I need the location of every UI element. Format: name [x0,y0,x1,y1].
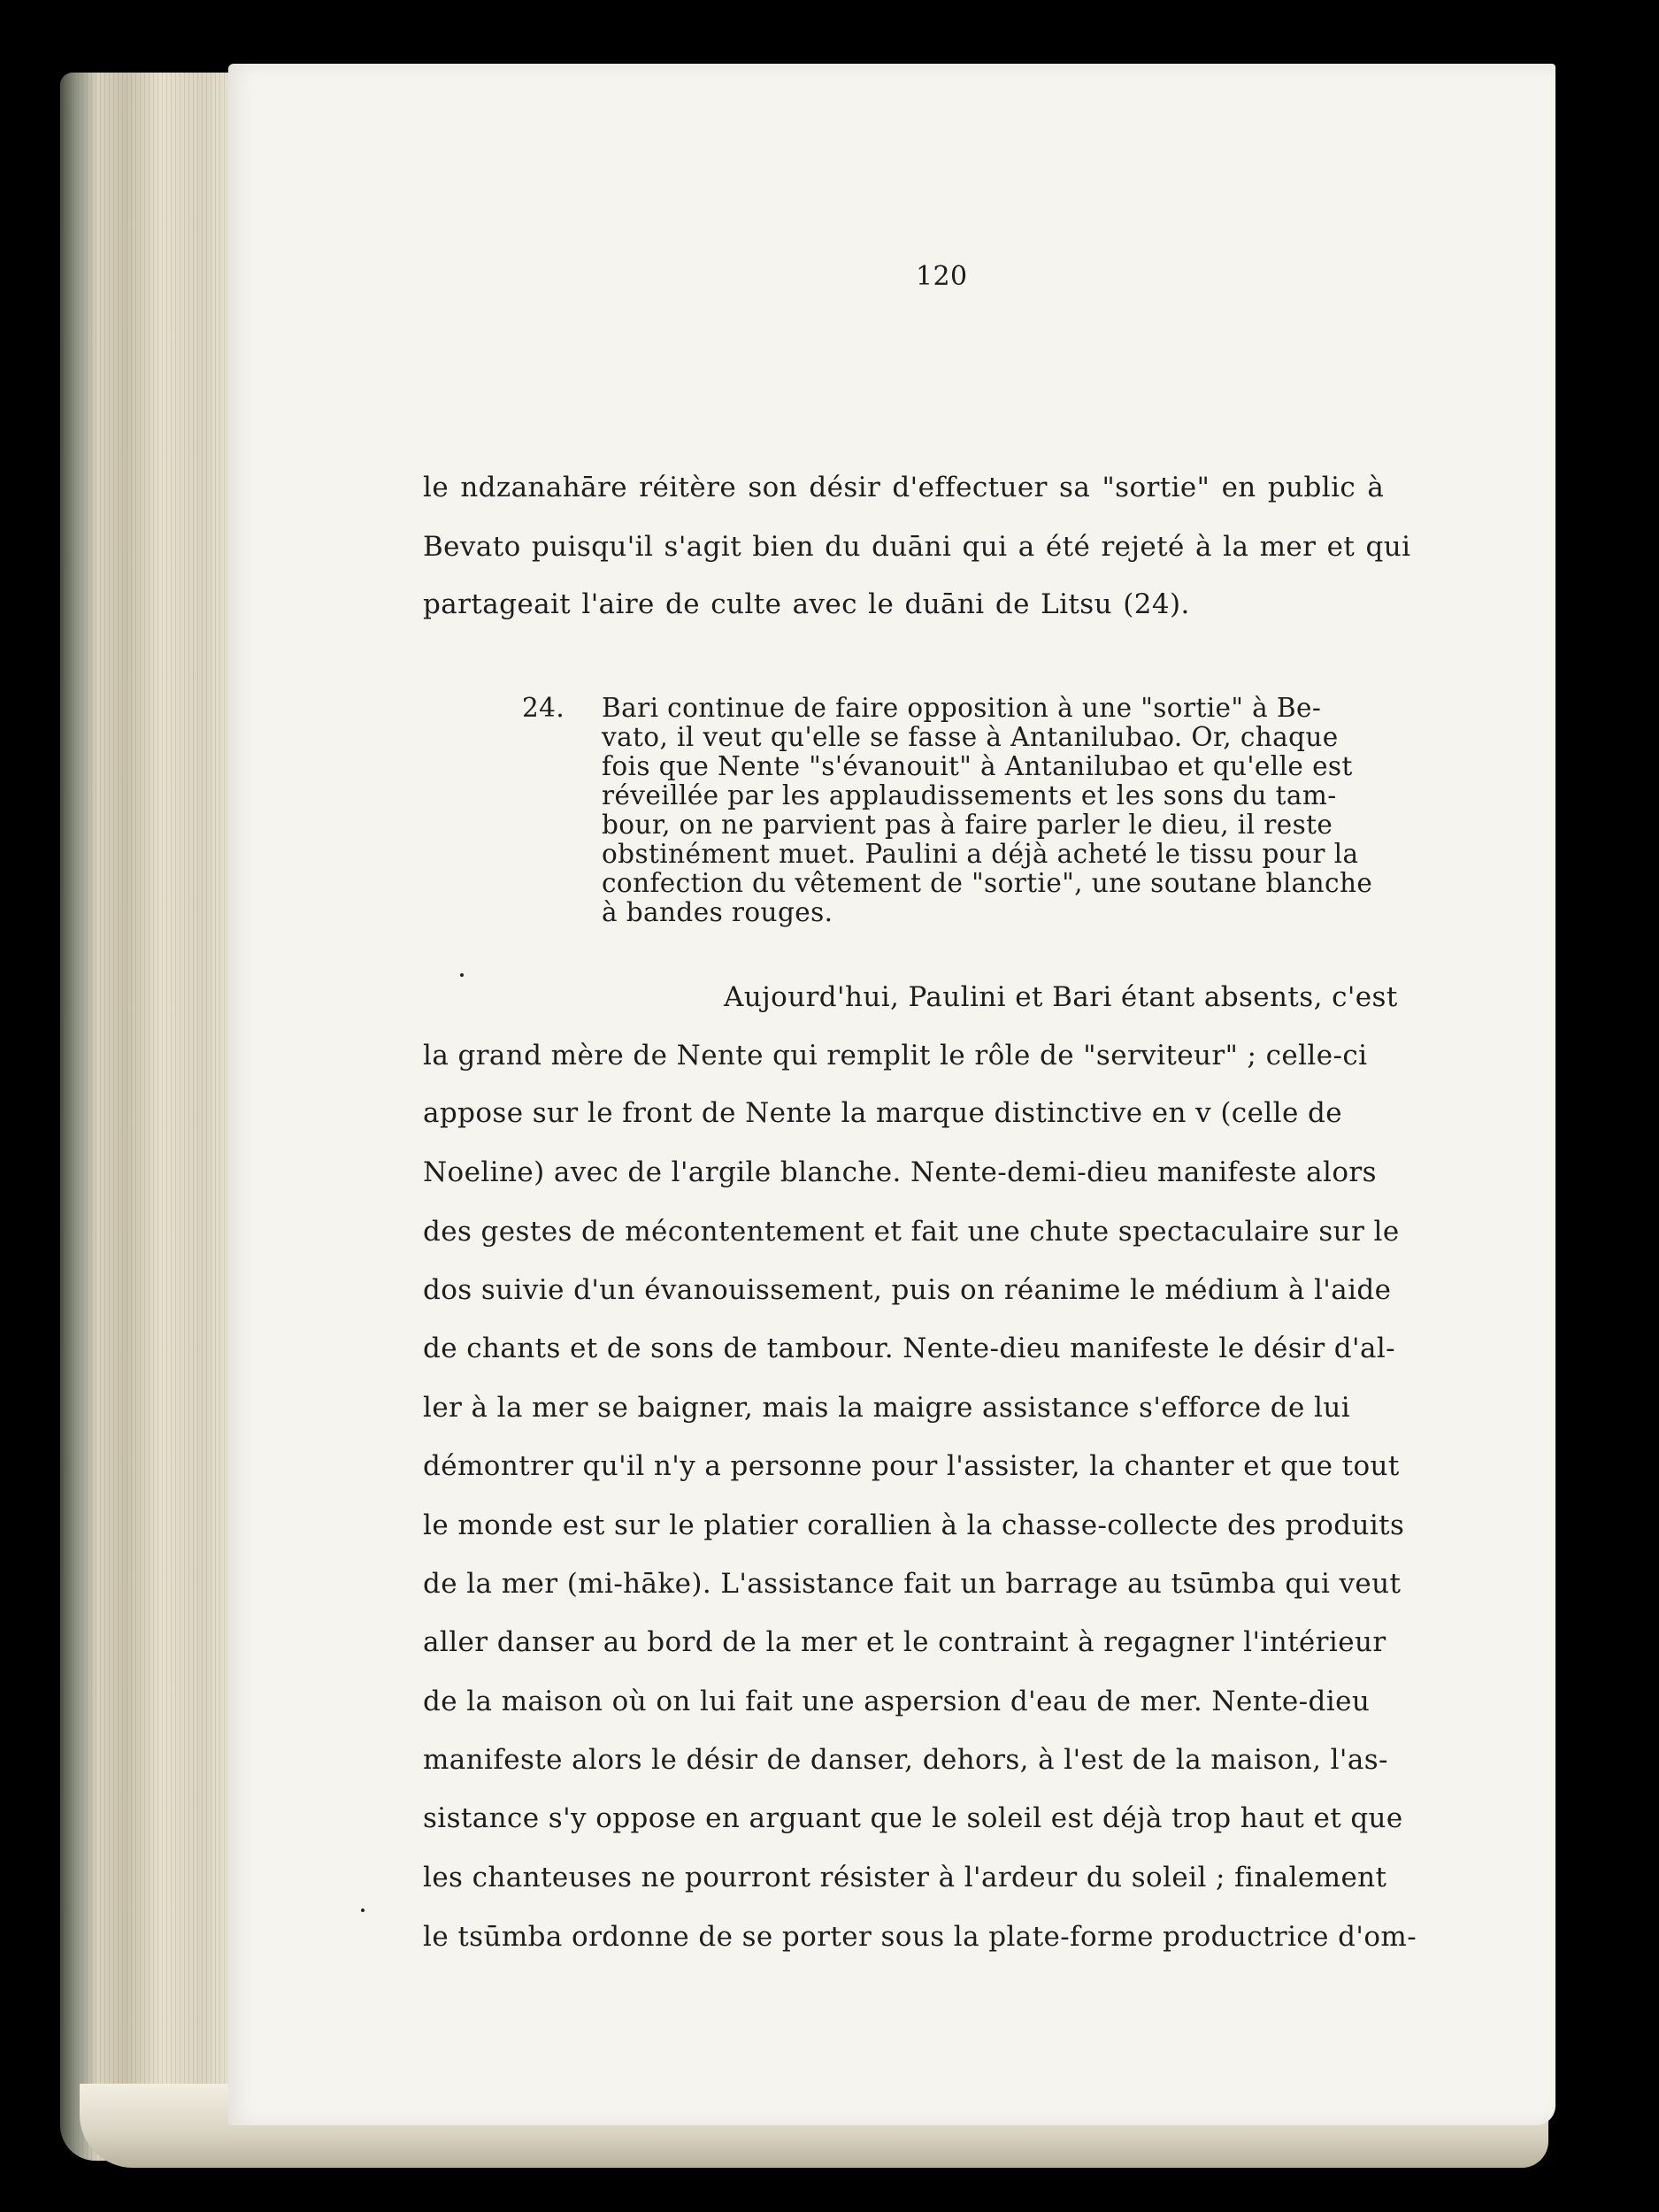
paragraph-line-6: dos suivie d'un évanouissement, puis on réanime le médium à l'aide [423,1274,1392,1306]
paragraph-line-3: appose sur le front de Nente la marque distinctive en v (celle de [423,1097,1342,1129]
paragraph-line-9: démontrer qu'il n'y a personne pour l'assister, la chanter et que tout [423,1450,1400,1482]
note-line-5: bour, on ne parvient pas à faire parler le dieu, il reste [602,810,1333,840]
book-page-edges [60,73,246,2161]
note-line-7: confection du vêtement de "sortie", une soutane blanche [602,868,1373,898]
paragraph-line-10: le monde est sur le platier corallien à la chasse-collecte des produits [423,1509,1405,1541]
body-line-2: Bevato puisqu'il s'agit bien du duāni qui a été rejeté à la mer et qui [423,531,1411,563]
paragraph-line-17: le tsūmba ordonne de se porter sous la plate-forme productrice d'om- [423,1921,1417,1953]
page-edge-lines [60,73,246,2161]
note-line-3: fois que Nente "s'évanouit" à Antanilubao et qu'elle est [602,751,1353,781]
scan-speck [361,1909,365,1912]
paragraph-line-11: de la mer (mi-hāke). L'assistance fait un barrage au tsūmba qui veut [423,1568,1402,1600]
scan-speck [460,973,464,977]
paragraph-line-8: ler à la mer se baigner, mais la maigre assistance s'efforce de lui [423,1392,1351,1424]
paragraph-line-16: les chanteuses ne pourront résister à l'ardeur du soleil ; finalement [423,1862,1387,1893]
note-line-2: vato, il veut qu'elle se fasse à Antanilubao. Or, chaque [602,722,1339,752]
note-line-1: Bari continue de faire opposition à une "sortie" à Be- [602,693,1322,723]
page-number: 120 [916,261,968,292]
body-line-1: le ndzanahāre réitère son désir d'effectuer sa "sortie" en public à [423,472,1385,503]
paragraph-line-13: de la maison où on lui fait une aspersion d'eau de mer. Nente-dieu [423,1686,1371,1717]
note-line-8: à bandes rouges. [602,897,833,927]
note-line-6: obstinément muet. Paulini a déjà acheté le tissu pour la [602,839,1359,869]
paragraph-line-7: de chants et de sons de tambour. Nente-dieu manifeste le désir d'al- [423,1333,1396,1364]
paragraph-line-15: sistance s'y oppose en arguant que le soleil est déjà trop haut et que [423,1802,1403,1834]
note-line-4: réveillée par les applaudissements et les sons du tam- [602,780,1337,810]
paragraph-line-4: Noeline) avec de l'argile blanche. Nente-demi-dieu manifeste alors [423,1156,1377,1188]
paragraph-line-14: manifeste alors le désir de danser, dehors, à l'est de la maison, l'as- [423,1744,1388,1776]
paragraph-line-12: aller danser au bord de la mer et le contraint à regagner l'intérieur [423,1626,1386,1658]
paragraph-line-5: des gestes de mécontentement et fait une chute spectaculaire sur le [423,1216,1400,1248]
body-line-3: partageait l'aire de culte avec le duāni de Litsu (24). [423,588,1190,620]
note-number: 24. [522,693,565,723]
paragraph-line-1: Aujourd'hui, Paulini et Bari étant absents, c'est [724,981,1398,1013]
paragraph-line-2: la grand mère de Nente qui remplit le rôle de "serviteur" ; celle-ci [423,1040,1368,1071]
